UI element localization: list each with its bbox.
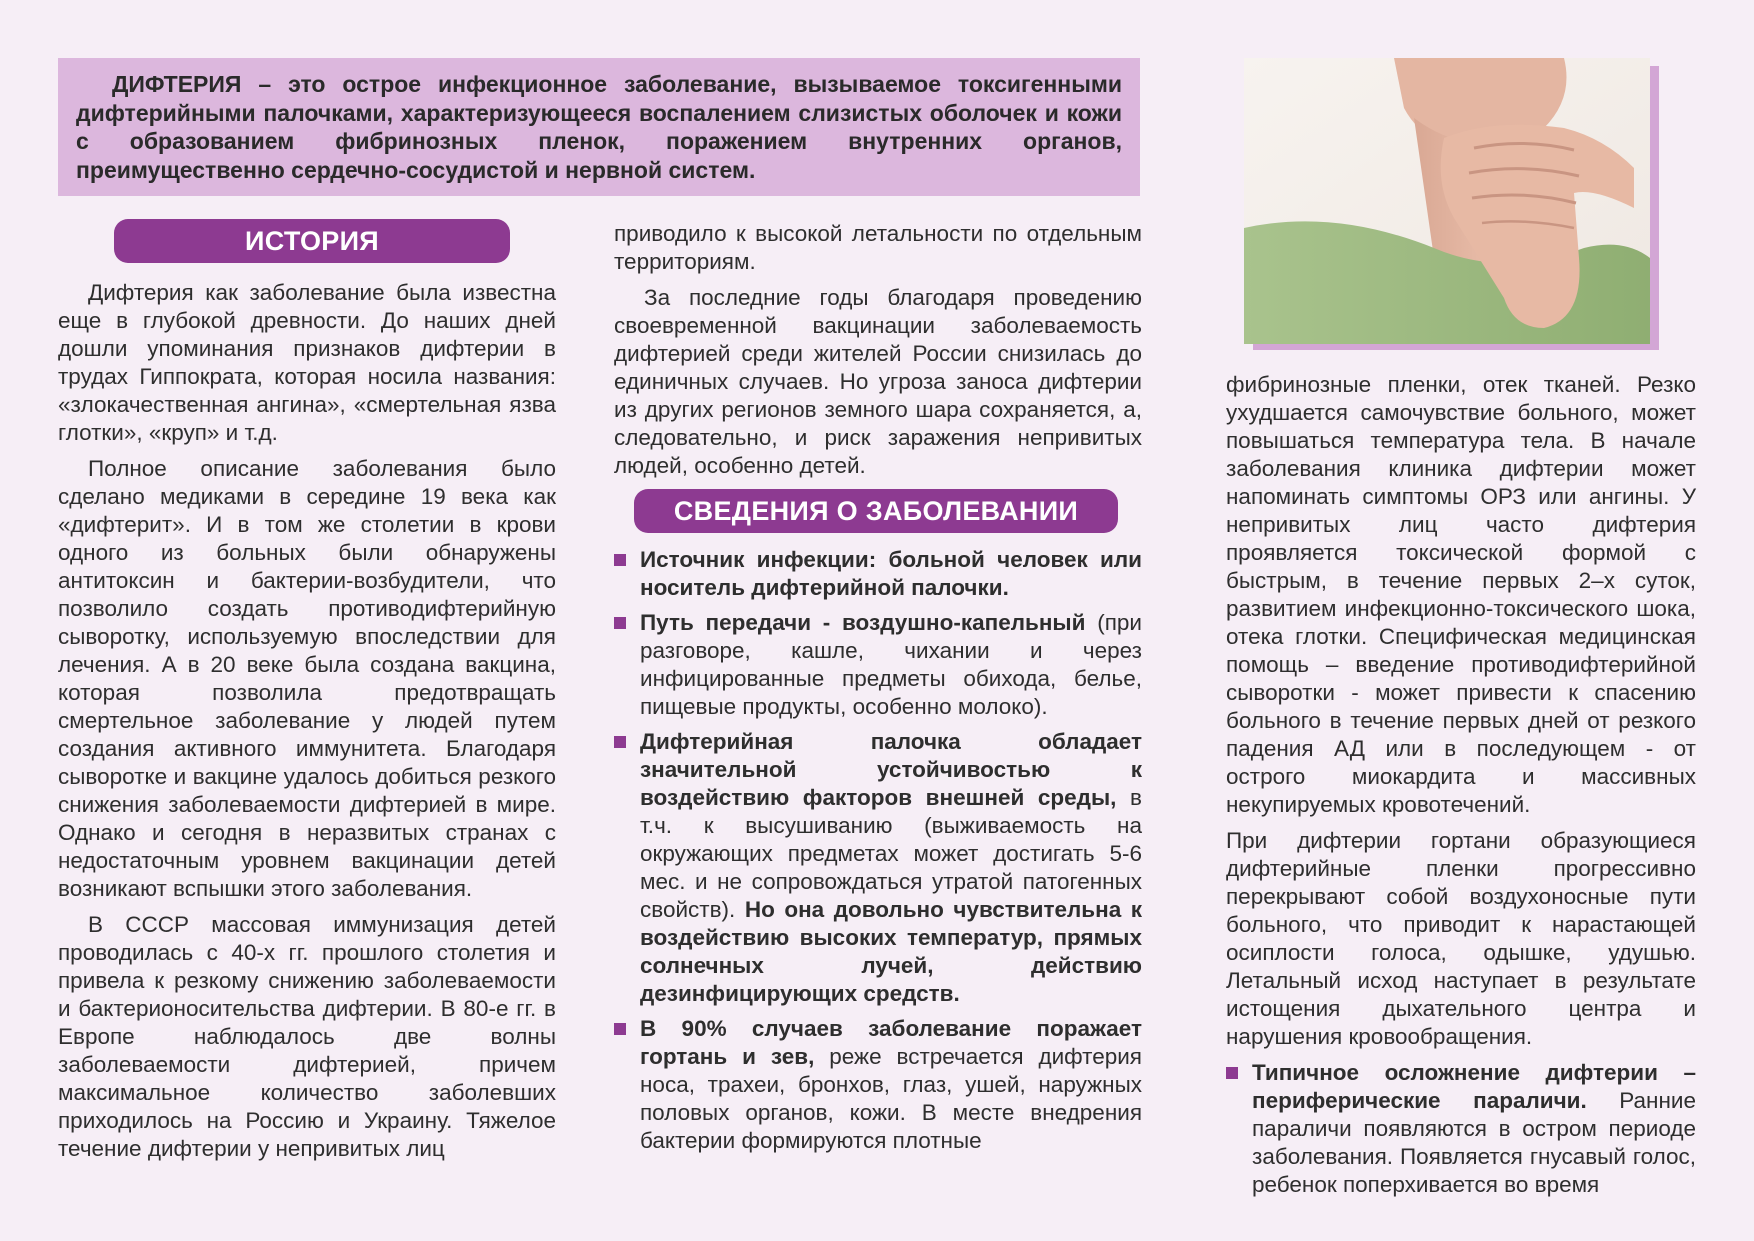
symptoms-paragraph-1: фибринозные пленки, отек тканей. Резко ухудшается самочувствие больного, может повышаться температура тела. В начале заболевания клиника дифтерии может напоминать симптомы ОРЗ или ангины. У непривитых лиц часто дифтерия проявляется токсической формой с быстрым, в течение первых 2–х суток, развитием инфекционно-токсического шока, отека глотки. Специфическая медицинская помощь – введение противодифтерийной сыворотки - может привести к спасению больного в течение первых дней от резкого падения АД или в последующем - от острого миокардита и массивных некупируемых кровотечений.: [1226, 372, 1696, 817]
history-heading: ИСТОРИЯ: [114, 219, 510, 263]
history-paragraph-2: Полное описание заболевания было сделано медиками в середине 19 века как «дифтерит». И в том же столетии в крови одного из больных были обнаружены антитоксин и бактерии-возбудители, что позволило создать противодифтерийную сыворотку, используемую впоследствии для лечения. А в 20 веке была создана вакцина, которая позволила предотвращать смертельное заболевание у людей путем создания активного иммунитета. Благодаря сыворотке и вакцине удалось добиться резкого снижения заболеваемости дифтерией в мире. Однако и сегодня в неразвитых странах с недостаточным уровнем вакцинации детей возникают вспышки этого заболевания.: [58, 456, 556, 901]
history-paragraph-5: За последние годы благодаря проведению своевременной вакцинации заболеваемость дифтерией среди жителей России снизилась до единичных случаев. Но угроза заноса дифтерии из других регионов земного шара сохраняется, а, следовательно, и риск заражения непривитых людей, особенно детей.: [614, 285, 1142, 478]
bullet-complications-text: Ранние параличи появляются в остром периоде заболевания. Появляется гнусавый голос, ребенок поперхивается во время: [1252, 1088, 1696, 1197]
bullet-transmission-route-bold: Путь передачи - воздушно-капельный: [640, 610, 1086, 635]
bullet-resistance-bold: Дифтерийная палочка обладает значительной устойчивостью к воздействию факторов внешней среды,: [640, 729, 1142, 810]
throat-illustration: [1244, 58, 1650, 344]
history-column: [58, 279, 556, 1171]
intro-box: [58, 58, 1140, 196]
symptoms-column: [1226, 371, 1696, 1206]
history-column-continued: [614, 220, 1142, 488]
bullet-complications-bold: Типичное осложнение дифтерии – периферические параличи.: [1252, 1060, 1696, 1113]
bullet-infection-source: [614, 546, 1142, 602]
history-paragraph-4: приводило к высокой летальности по отдельным территориям.: [614, 221, 1142, 274]
bullet-resistance-text: в т.ч. к высушиванию (выживаемость на окружающих предметах может достигать 5-6 мес. и не сопровождаться утратой патогенных свойств).: [640, 785, 1142, 922]
bullet-complications: [1226, 1059, 1696, 1199]
bullet-transmission-route: [614, 609, 1142, 721]
history-paragraph-3: В СССР массовая иммунизация детей проводилась с 40-х гг. прошлого столетия и привела к резкому снижению заболеваемости и бактерионосительства дифтерии. В 80-е гг. в Европе наблюдалось две волны заболеваемости дифтерией, причем максимальное количество заболевших приходилось на Россию и Украину. Тяжелое течение дифтерии у непривитых лиц: [58, 912, 556, 1161]
bullet-infection-source-bold: Источник инфекции: больной человек или носитель дифтерийной палочки.: [640, 547, 1142, 600]
bullet-affected-organs-bold: В 90% случаев заболевание поражает гортань и зев,: [640, 1016, 1142, 1069]
intro-definition: ДИФТЕРИЯ – это острое инфекционное заболевание, вызываемое токсигенными дифтерийными палочками, характеризующееся воспалением слизистых оболочек и кожи с образованием фибринозных пленок, поражением внутренних органов, преимущественно сердечно-сосудистой и нервной систем.: [76, 71, 1122, 183]
disease-info-heading: СВЕДЕНИЯ О ЗАБОЛЕВАНИИ: [634, 489, 1118, 533]
bullet-resistance-bold-2: Но она довольно чувствительна к воздействию высоких температур, прямых солнечных лучей, действию дезинфицирующих средств.: [640, 897, 1142, 1006]
disease-info-column: [614, 546, 1142, 1162]
bullet-affected-organs-text: реже встречается дифтерия носа, трахеи, бронхов, глаз, ушей, наружных половых органов, кожи. В месте внедрения бактерии формируются плотные: [640, 1044, 1142, 1153]
history-paragraph-1: Дифтерия как заболевание была известна еще в глубокой древности. До наших дней дошли упоминания признаков дифтерии в трудах Гиппократа, которая носила названия: «злокачественная ангина», «смертельная язва глотки», «круп» и т.д.: [58, 280, 556, 445]
bullet-resistance: [614, 728, 1142, 1008]
symptoms-paragraph-2: При дифтерии гортани образующиеся дифтерийные пленки прогрессивно перекрывают собой воздухоносные пути больного, что приводит к нарастающей осиплости голоса, одышке, удушью. Летальный исход наступает в результате истощения дыхательного центра и нарушения кровообращения.: [1226, 828, 1696, 1049]
throat-photo: [1244, 58, 1650, 344]
bullet-transmission-route-text: (при разговоре, кашле, чихании и через инфицированные предметы обихода, белье, пищевые продукты, особенно молоко).: [640, 610, 1142, 719]
bullet-affected-organs: [614, 1015, 1142, 1155]
